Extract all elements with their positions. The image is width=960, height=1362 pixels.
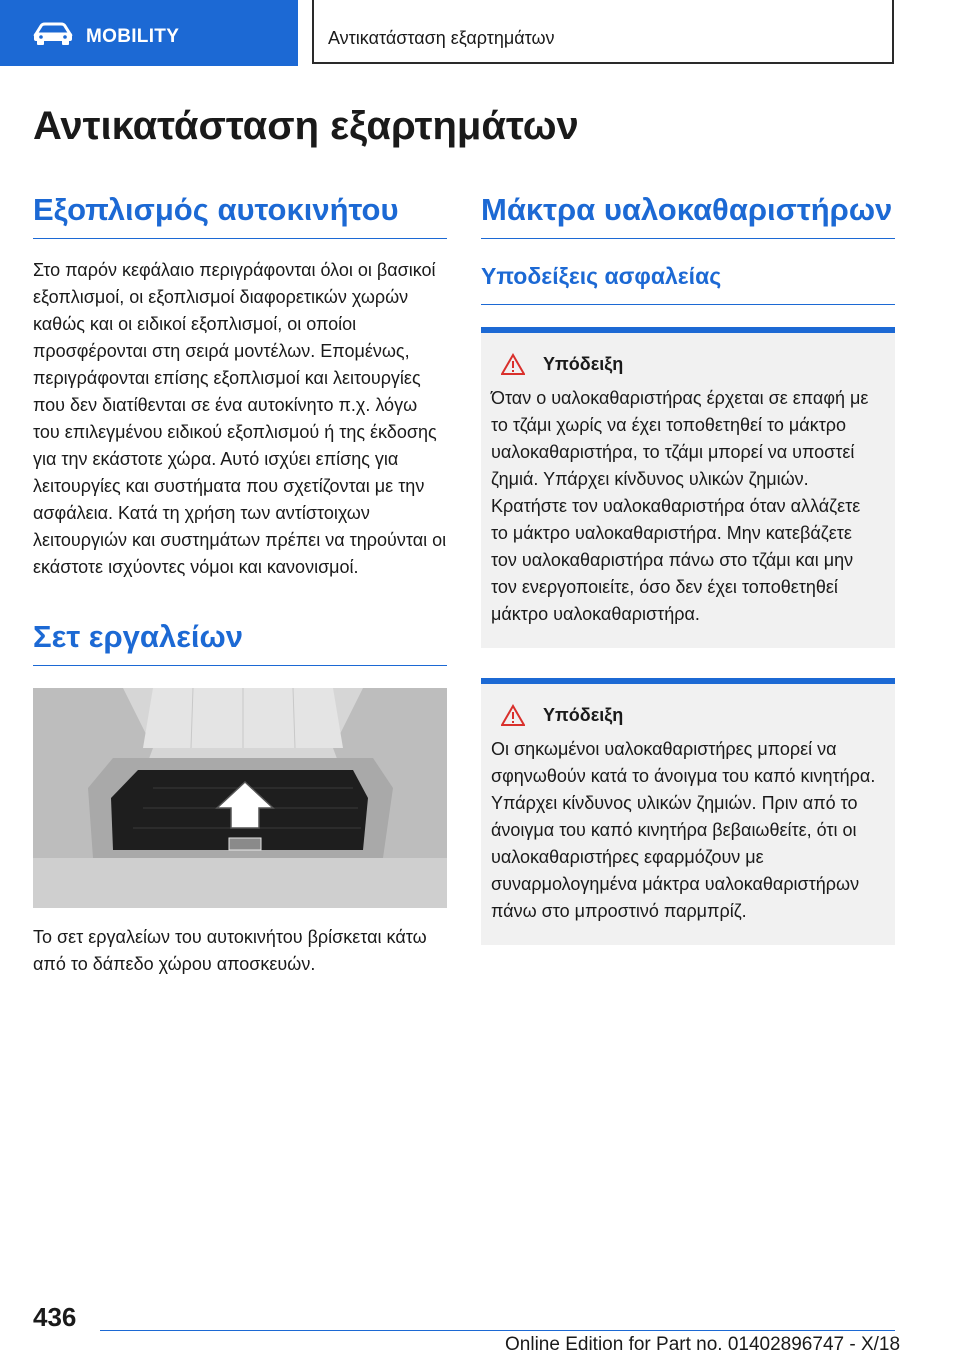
equipment-text: Στο παρόν κεφάλαιο περιγράφονται όλοι οι βασικοί εξοπλισμοί, οι εξοπλισμοί διαφορετικών χωρών καθώς και οι ειδικοί εξοπλισμοί, οι οποίοι προσφέρονται στη σειρά μοντέλων. Επομένως, περιγράφονται επίσης εξοπλισμοί και λειτουργίες που δεν διατίθενται σε ένα αυτοκίνητο π.χ. λόγω του επιλεγμένου ειδικού εξοπλισμού ή της έκδοσης για την εκάστοτε χώρα. Αυτό ισχύει επίσης για λειτουργίες και συστήματα που σχετίζονται με την ασφάλεια. Κατά τη χρήση των αντίστοιχων λειτουργιών και συστημάτων πρέπει να τηρούνται οι εκάστοτε ισχύοντες νόμοι και κανονισμοί. xyxy=(33,260,447,577)
warning-title: Υπόδειξη xyxy=(543,353,624,374)
footer-rule xyxy=(100,1330,895,1331)
car-icon xyxy=(32,22,74,46)
edition-footer: Online Edition for Part no. 01402896747 - X/18 xyxy=(505,1334,901,1355)
safety-heading: Υποδείξεις ασφαλείας xyxy=(481,263,722,289)
warning-box xyxy=(481,678,895,945)
heading-rule xyxy=(33,665,447,666)
trunk-photo xyxy=(33,688,447,908)
warning-header xyxy=(501,704,879,726)
warning-title: Υπόδειξη xyxy=(543,704,624,725)
chapter-label: Αντικατάσταση εξαρτημάτων xyxy=(328,28,555,48)
warning-header xyxy=(501,353,879,375)
page-header xyxy=(0,0,960,66)
left-column xyxy=(33,190,447,978)
tools-heading: Σετ εργαλείων xyxy=(33,619,243,654)
warning-text: Όταν ο υαλοκαθαριστήρας έρχεται σε επαφή με το τζάμι χωρίς να έχει τοποθετηθεί το μάκτρο υαλοκαθαριστήρα, το τζάμι μπορεί να υποστεί ζημιά. Υπάρχει κίνδυνος υλικών ζημιών. Κρατήστε τον υαλοκαθαριστήρα όταν αλλάζετε το μάκτρο υαλοκαθαριστήρα. Μην κατεβάζετε τον υαλοκαθαριστήρα πάνω στο τζάμι και μην τον ενεργοποιείτε, όσο δεν έχει τοποθετηθεί μάκτρο υαλοκαθαριστήρα. xyxy=(491,388,869,624)
section-label: MOBILITY xyxy=(86,26,180,47)
heading-rule xyxy=(33,238,447,239)
page-number: 436 xyxy=(33,1302,77,1332)
heading-rule xyxy=(481,304,895,305)
warning-box xyxy=(481,327,895,648)
tools-caption: Το σετ εργαλείων του αυτοκινήτου βρίσκεται κάτω από το δάπεδο χώρου αποσκευών. xyxy=(33,927,427,974)
page-title: Αντικατάσταση εξαρτημάτων xyxy=(33,104,579,148)
warning-triangle-icon xyxy=(501,704,525,726)
warning-text: Οι σηκωμένοι υαλοκαθαριστήρες μπορεί να σφηνωθούν κατά το άνοιγμα του καπό κινητήρα. Υπάρχει κίνδυνος υλικών ζημιών. Πριν από το άνοιγμα του καπό κινητήρα βεβαιωθείτε, ότι οι υαλοκαθαριστήρες εφαρμόζουν με συναρμολογημένα μάκτρα υαλοκαθαριστήρων πάνω στο μπροστινό παρμπρίζ. xyxy=(491,739,876,921)
wiper-heading: Μάκτρα υαλοκαθαριστήρων xyxy=(481,192,893,227)
warning-triangle-icon xyxy=(501,353,525,375)
equipment-heading: Εξοπλισμός αυτοκινήτου xyxy=(33,192,399,227)
heading-rule xyxy=(481,238,895,239)
section-tab xyxy=(0,0,298,66)
chapter-header xyxy=(312,0,894,64)
right-column xyxy=(481,190,895,945)
